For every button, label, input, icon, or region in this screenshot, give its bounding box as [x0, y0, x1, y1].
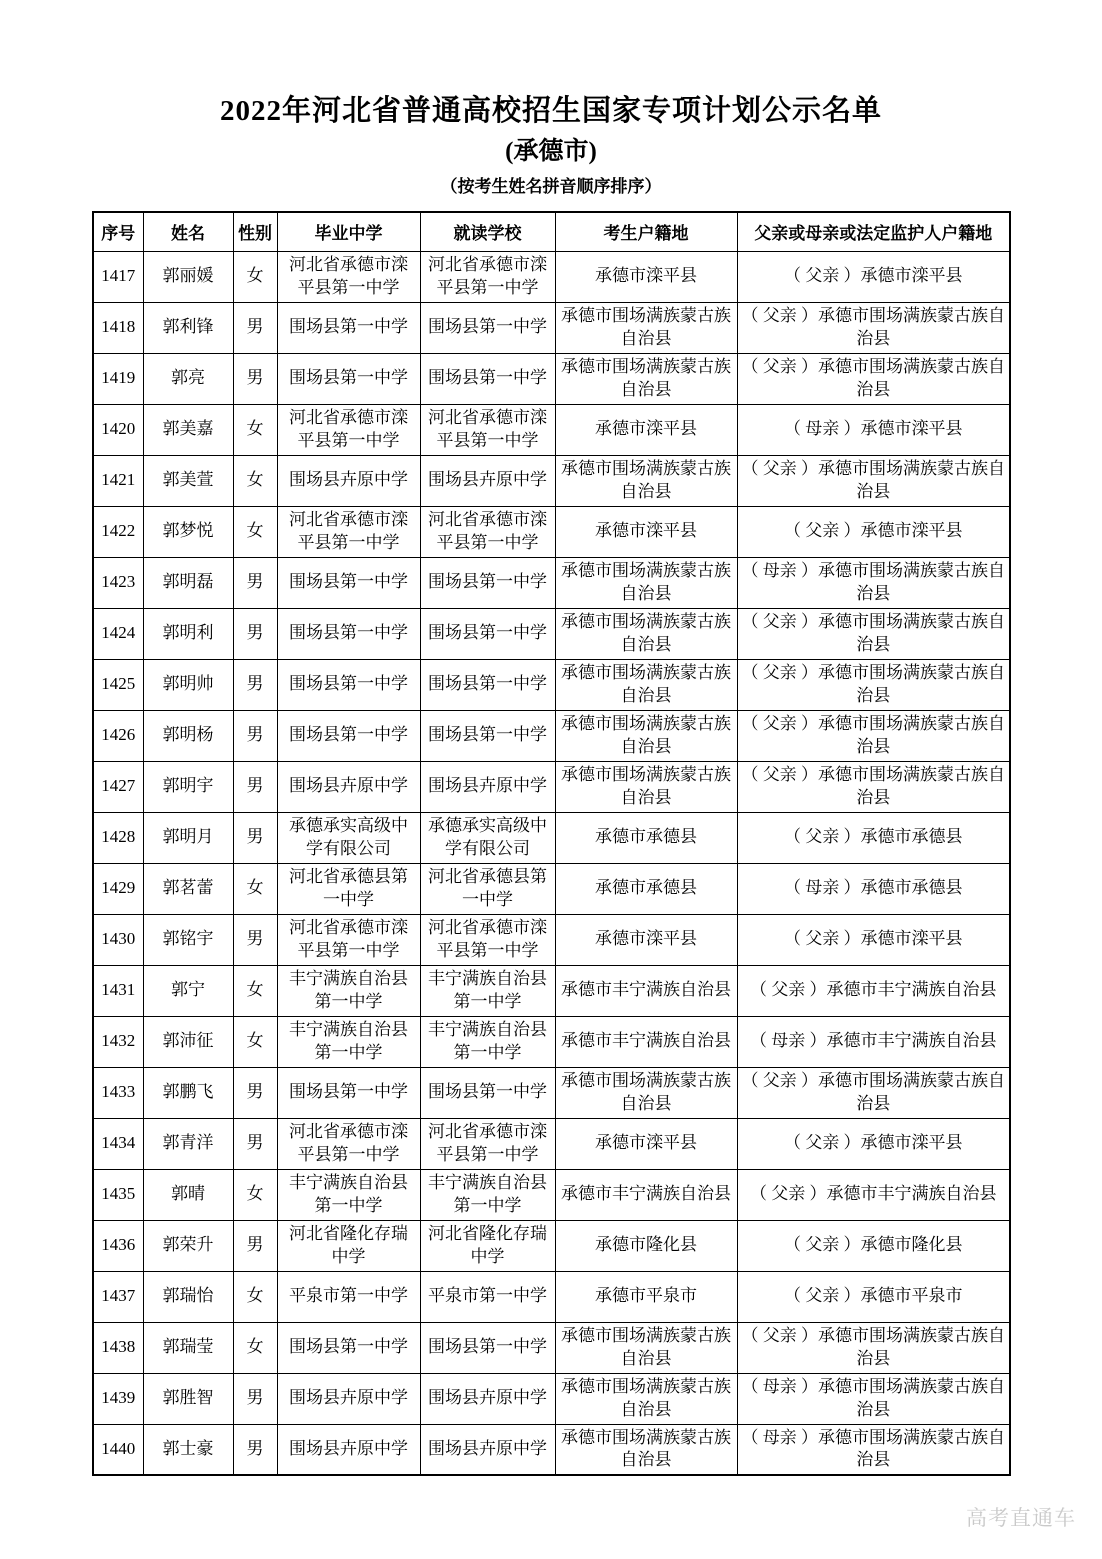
cell-guardian-residence: （ 母亲 ）承德市围场满族蒙古族自治县	[737, 557, 1010, 608]
cell-attending-school: 平泉市第一中学	[420, 1271, 555, 1322]
page-subtitle: (承德市)	[505, 138, 597, 165]
table-row	[93, 812, 1010, 863]
cell-index: 1426	[93, 710, 143, 761]
cell-name: 郭明帅	[143, 659, 233, 710]
cell-residence: 承德市围场满族蒙古族自治县	[555, 455, 737, 506]
cell-gender: 男	[233, 914, 277, 965]
cell-name: 郭胜智	[143, 1373, 233, 1424]
cell-attending-school: 丰宁满族自治县第一中学	[420, 1016, 555, 1067]
col-header-graduated-school: 毕业中学	[277, 212, 420, 251]
cell-guardian-residence: （ 母亲 ）承德市围场满族蒙古族自治县	[737, 1424, 1010, 1475]
cell-graduated-school: 围场县卉原中学	[277, 761, 420, 812]
cell-gender: 男	[233, 302, 277, 353]
table-row	[93, 353, 1010, 404]
table-row	[93, 710, 1010, 761]
cell-guardian-residence: （ 父亲 ）承德市围场满族蒙古族自治县	[737, 761, 1010, 812]
cell-attending-school: 围场县第一中学	[420, 1322, 555, 1373]
table-row	[93, 1271, 1010, 1322]
table-header-row	[93, 212, 1010, 251]
cell-graduated-school: 围场县卉原中学	[277, 1373, 420, 1424]
cell-name: 郭宁	[143, 965, 233, 1016]
cell-attending-school: 围场县第一中学	[420, 1067, 555, 1118]
cell-graduated-school: 河北省承德县第一中学	[277, 863, 420, 914]
cell-attending-school: 围场县卉原中学	[420, 1373, 555, 1424]
cell-name: 郭明利	[143, 608, 233, 659]
cell-attending-school: 河北省承德市滦平县第一中学	[420, 1118, 555, 1169]
cell-attending-school: 河北省承德县第一中学	[420, 863, 555, 914]
table-row	[93, 965, 1010, 1016]
cell-gender: 女	[233, 1169, 277, 1220]
cell-gender: 男	[233, 761, 277, 812]
cell-index: 1440	[93, 1424, 143, 1475]
cell-graduated-school: 围场县卉原中学	[277, 1424, 420, 1475]
table-row	[93, 659, 1010, 710]
cell-index: 1435	[93, 1169, 143, 1220]
cell-graduated-school: 河北省隆化存瑞中学	[277, 1220, 420, 1271]
cell-residence: 承德市围场满族蒙古族自治县	[555, 1424, 737, 1475]
cell-residence: 承德市丰宁满族自治县	[555, 965, 737, 1016]
cell-residence: 承德市围场满族蒙古族自治县	[555, 1373, 737, 1424]
watermark-text: 高考直通车	[966, 1507, 1076, 1530]
cell-attending-school: 丰宁满族自治县第一中学	[420, 965, 555, 1016]
table-row	[93, 1322, 1010, 1373]
cell-graduated-school: 河北省承德市滦平县第一中学	[277, 251, 420, 302]
table-row	[93, 404, 1010, 455]
cell-gender: 女	[233, 404, 277, 455]
cell-residence: 承德市围场满族蒙古族自治县	[555, 659, 737, 710]
table-row	[93, 1067, 1010, 1118]
cell-graduated-school: 平泉市第一中学	[277, 1271, 420, 1322]
cell-index: 1438	[93, 1322, 143, 1373]
cell-index: 1428	[93, 812, 143, 863]
cell-graduated-school: 丰宁满族自治县第一中学	[277, 1169, 420, 1220]
cell-gender: 男	[233, 1373, 277, 1424]
cell-graduated-school: 围场县第一中学	[277, 659, 420, 710]
cell-index: 1420	[93, 404, 143, 455]
cell-guardian-residence: （ 母亲 ）承德市丰宁满族自治县	[737, 1016, 1010, 1067]
cell-guardian-residence: （ 父亲 ）承德市丰宁满族自治县	[737, 965, 1010, 1016]
cell-attending-school: 围场县第一中学	[420, 710, 555, 761]
table-row	[93, 608, 1010, 659]
cell-attending-school: 围场县第一中学	[420, 608, 555, 659]
cell-guardian-residence: （ 父亲 ）承德市围场满族蒙古族自治县	[737, 1322, 1010, 1373]
cell-guardian-residence: （ 父亲 ）承德市滦平县	[737, 251, 1010, 302]
cell-residence: 承德市围场满族蒙古族自治县	[555, 1067, 737, 1118]
cell-name: 郭茗蕾	[143, 863, 233, 914]
cell-residence: 承德市滦平县	[555, 914, 737, 965]
cell-index: 1419	[93, 353, 143, 404]
cell-index: 1429	[93, 863, 143, 914]
cell-attending-school: 河北省承德市滦平县第一中学	[420, 404, 555, 455]
cell-name: 郭晴	[143, 1169, 233, 1220]
cell-residence: 承德市滦平县	[555, 506, 737, 557]
cell-attending-school: 围场县第一中学	[420, 353, 555, 404]
cell-gender: 男	[233, 710, 277, 761]
cell-name: 郭瑞怡	[143, 1271, 233, 1322]
cell-residence: 承德市围场满族蒙古族自治县	[555, 353, 737, 404]
table-row	[93, 302, 1010, 353]
cell-graduated-school: 围场县第一中学	[277, 353, 420, 404]
table-body	[93, 251, 1010, 1475]
cell-index: 1433	[93, 1067, 143, 1118]
table-row	[93, 557, 1010, 608]
cell-attending-school: 围场县第一中学	[420, 557, 555, 608]
cell-guardian-residence: （ 父亲 ）承德市平泉市	[737, 1271, 1010, 1322]
cell-attending-school: 承德承实高级中学有限公司	[420, 812, 555, 863]
cell-graduated-school: 围场县第一中学	[277, 302, 420, 353]
col-header-guardian-residence: 父亲或母亲或法定监护人户籍地	[737, 212, 1010, 251]
cell-index: 1439	[93, 1373, 143, 1424]
cell-attending-school: 围场县第一中学	[420, 659, 555, 710]
cell-gender: 男	[233, 659, 277, 710]
col-header-index: 序号	[93, 212, 143, 251]
cell-guardian-residence: （ 父亲 ）承德市隆化县	[737, 1220, 1010, 1271]
cell-attending-school: 河北省承德市滦平县第一中学	[420, 251, 555, 302]
cell-name: 郭明磊	[143, 557, 233, 608]
cell-index: 1436	[93, 1220, 143, 1271]
cell-guardian-residence: （ 父亲 ）承德市围场满族蒙古族自治县	[737, 353, 1010, 404]
cell-residence: 承德市滦平县	[555, 404, 737, 455]
cell-residence: 承德市围场满族蒙古族自治县	[555, 608, 737, 659]
cell-gender: 男	[233, 1424, 277, 1475]
cell-guardian-residence: （ 母亲 ）承德市承德县	[737, 863, 1010, 914]
cell-gender: 男	[233, 608, 277, 659]
cell-attending-school: 河北省隆化存瑞中学	[420, 1220, 555, 1271]
cell-index: 1427	[93, 761, 143, 812]
cell-gender: 男	[233, 1220, 277, 1271]
cell-index: 1437	[93, 1271, 143, 1322]
cell-gender: 女	[233, 1271, 277, 1322]
cell-name: 郭美嘉	[143, 404, 233, 455]
cell-gender: 女	[233, 965, 277, 1016]
table-row	[93, 863, 1010, 914]
cell-guardian-residence: （ 父亲 ）承德市滦平县	[737, 914, 1010, 965]
cell-attending-school: 河北省承德市滦平县第一中学	[420, 506, 555, 557]
cell-name: 郭明月	[143, 812, 233, 863]
cell-graduated-school: 围场县第一中学	[277, 1322, 420, 1373]
cell-residence: 承德市平泉市	[555, 1271, 737, 1322]
student-roster-table	[92, 211, 1011, 1476]
sort-order-note: （按考生姓名拼音顺序排序）	[440, 177, 662, 196]
cell-residence: 承德市围场满族蒙古族自治县	[555, 1322, 737, 1373]
cell-graduated-school: 围场县第一中学	[277, 608, 420, 659]
table-row	[93, 914, 1010, 965]
table-row	[93, 1118, 1010, 1169]
cell-guardian-residence: （ 父亲 ）承德市围场满族蒙古族自治县	[737, 710, 1010, 761]
cell-name: 郭荣升	[143, 1220, 233, 1271]
cell-gender: 男	[233, 1067, 277, 1118]
col-header-name: 姓名	[143, 212, 233, 251]
col-header-residence: 考生户籍地	[555, 212, 737, 251]
cell-gender: 女	[233, 1322, 277, 1373]
cell-name: 郭鹏飞	[143, 1067, 233, 1118]
cell-attending-school: 围场县卉原中学	[420, 455, 555, 506]
cell-gender: 女	[233, 506, 277, 557]
cell-index: 1434	[93, 1118, 143, 1169]
cell-guardian-residence: （ 父亲 ）承德市围场满族蒙古族自治县	[737, 608, 1010, 659]
cell-gender: 女	[233, 251, 277, 302]
cell-graduated-school: 围场县第一中学	[277, 557, 420, 608]
cell-graduated-school: 河北省承德市滦平县第一中学	[277, 404, 420, 455]
cell-name: 郭青洋	[143, 1118, 233, 1169]
cell-graduated-school: 河北省承德市滦平县第一中学	[277, 914, 420, 965]
cell-graduated-school: 河北省承德市滦平县第一中学	[277, 1118, 420, 1169]
table-row	[93, 1373, 1010, 1424]
table-row	[93, 1016, 1010, 1067]
cell-residence: 承德市隆化县	[555, 1220, 737, 1271]
cell-attending-school: 丰宁满族自治县第一中学	[420, 1169, 555, 1220]
cell-attending-school: 围场县卉原中学	[420, 761, 555, 812]
cell-guardian-residence: （ 父亲 ）承德市滦平县	[737, 506, 1010, 557]
page-title: 2022年河北省普通高校招生国家专项计划公示名单	[219, 95, 882, 127]
cell-gender: 男	[233, 1118, 277, 1169]
cell-name: 郭沛征	[143, 1016, 233, 1067]
cell-index: 1430	[93, 914, 143, 965]
cell-name: 郭士豪	[143, 1424, 233, 1475]
cell-residence: 承德市围场满族蒙古族自治县	[555, 302, 737, 353]
cell-guardian-residence: （ 父亲 ）承德市围场满族蒙古族自治县	[737, 1067, 1010, 1118]
cell-graduated-school: 河北省承德市滦平县第一中学	[277, 506, 420, 557]
cell-residence: 承德市围场满族蒙古族自治县	[555, 761, 737, 812]
cell-guardian-residence: （ 父亲 ）承德市滦平县	[737, 1118, 1010, 1169]
table-row	[93, 251, 1010, 302]
cell-guardian-residence: （ 父亲 ）承德市围场满族蒙古族自治县	[737, 302, 1010, 353]
cell-graduated-school: 围场县第一中学	[277, 710, 420, 761]
cell-name: 郭明杨	[143, 710, 233, 761]
cell-gender: 男	[233, 353, 277, 404]
cell-name: 郭丽媛	[143, 251, 233, 302]
cell-graduated-school: 围场县第一中学	[277, 1067, 420, 1118]
cell-index: 1418	[93, 302, 143, 353]
cell-graduated-school: 围场县卉原中学	[277, 455, 420, 506]
cell-index: 1424	[93, 608, 143, 659]
cell-name: 郭铭宇	[143, 914, 233, 965]
col-header-gender: 性别	[233, 212, 277, 251]
cell-index: 1431	[93, 965, 143, 1016]
cell-index: 1417	[93, 251, 143, 302]
table-row	[93, 1424, 1010, 1475]
cell-gender: 女	[233, 863, 277, 914]
cell-guardian-residence: （ 父亲 ）承德市承德县	[737, 812, 1010, 863]
cell-attending-school: 河北省承德市滦平县第一中学	[420, 914, 555, 965]
table-row	[93, 506, 1010, 557]
cell-guardian-residence: （ 母亲 ）承德市滦平县	[737, 404, 1010, 455]
cell-residence: 承德市滦平县	[555, 251, 737, 302]
cell-name: 郭亮	[143, 353, 233, 404]
cell-graduated-school: 丰宁满族自治县第一中学	[277, 965, 420, 1016]
cell-residence: 承德市丰宁满族自治县	[555, 1016, 737, 1067]
cell-index: 1423	[93, 557, 143, 608]
cell-residence: 承德市承德县	[555, 863, 737, 914]
cell-residence: 承德市滦平县	[555, 1118, 737, 1169]
cell-name: 郭瑞莹	[143, 1322, 233, 1373]
table-row	[93, 1220, 1010, 1271]
cell-graduated-school: 丰宁满族自治县第一中学	[277, 1016, 420, 1067]
cell-name: 郭梦悦	[143, 506, 233, 557]
cell-name: 郭利锋	[143, 302, 233, 353]
cell-residence: 承德市围场满族蒙古族自治县	[555, 710, 737, 761]
cell-residence: 承德市丰宁满族自治县	[555, 1169, 737, 1220]
col-header-attending-school: 就读学校	[420, 212, 555, 251]
cell-attending-school: 围场县卉原中学	[420, 1424, 555, 1475]
cell-gender: 女	[233, 1016, 277, 1067]
table-row	[93, 1169, 1010, 1220]
cell-index: 1432	[93, 1016, 143, 1067]
table-row	[93, 455, 1010, 506]
cell-residence: 承德市围场满族蒙古族自治县	[555, 557, 737, 608]
cell-gender: 男	[233, 557, 277, 608]
cell-graduated-school: 承德承实高级中学有限公司	[277, 812, 420, 863]
cell-residence: 承德市承德县	[555, 812, 737, 863]
cell-index: 1422	[93, 506, 143, 557]
cell-index: 1425	[93, 659, 143, 710]
table-row	[93, 761, 1010, 812]
cell-guardian-residence: （ 父亲 ）承德市丰宁满族自治县	[737, 1169, 1010, 1220]
cell-name: 郭明宇	[143, 761, 233, 812]
cell-name: 郭美萱	[143, 455, 233, 506]
cell-index: 1421	[93, 455, 143, 506]
cell-guardian-residence: （ 父亲 ）承德市围场满族蒙古族自治县	[737, 455, 1010, 506]
cell-guardian-residence: （ 母亲 ）承德市围场满族蒙古族自治县	[737, 1373, 1010, 1424]
cell-guardian-residence: （ 父亲 ）承德市围场满族蒙古族自治县	[737, 659, 1010, 710]
cell-gender: 女	[233, 455, 277, 506]
cell-gender: 男	[233, 812, 277, 863]
cell-attending-school: 围场县第一中学	[420, 302, 555, 353]
